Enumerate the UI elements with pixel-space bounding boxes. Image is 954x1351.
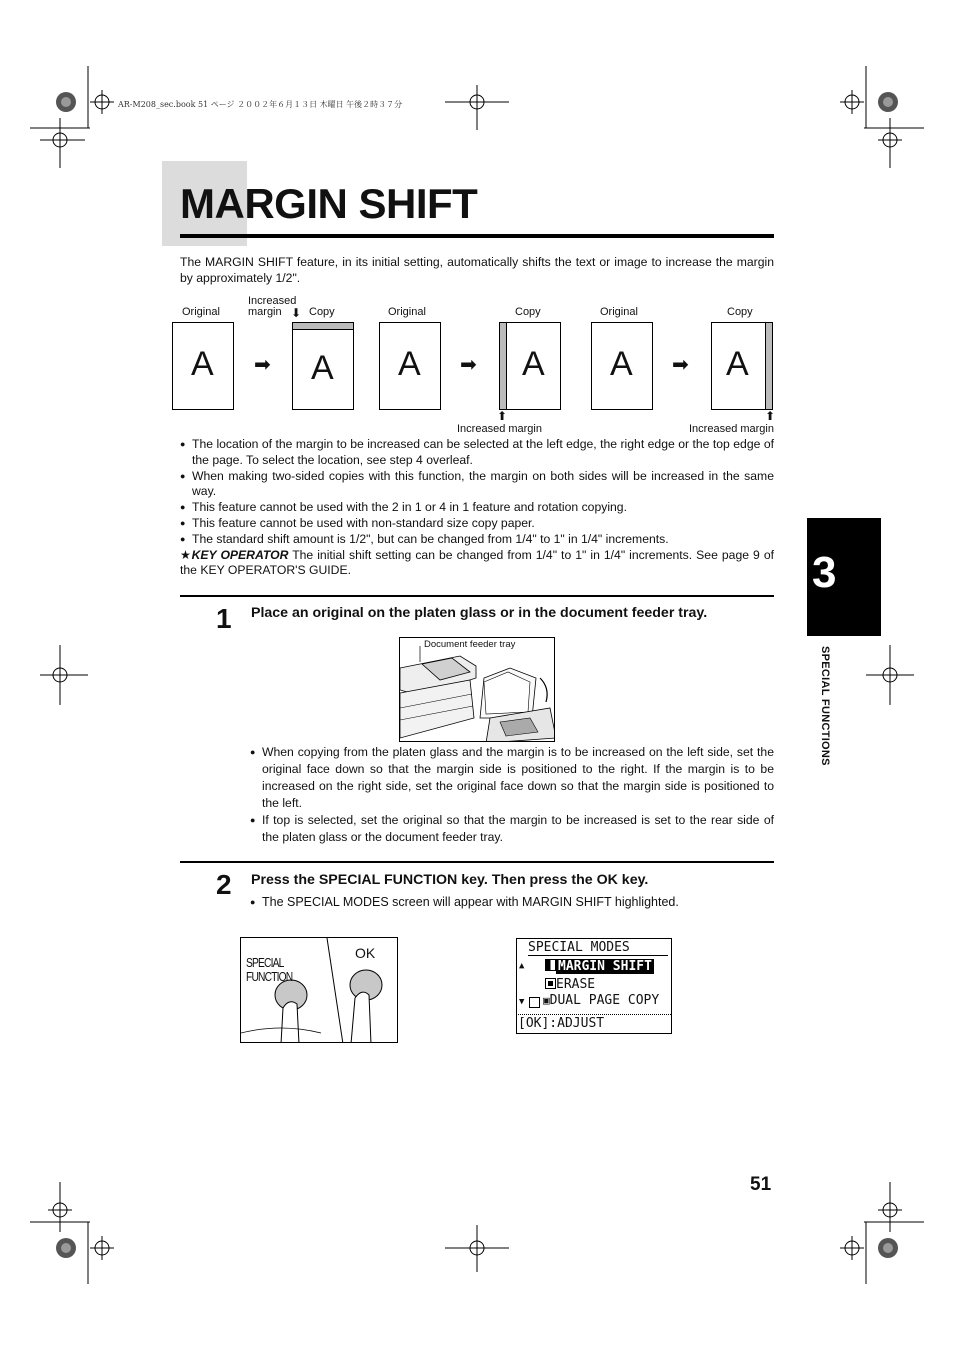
step1-text: Place an original on the platen glass or in the document feeder tray. xyxy=(251,605,708,621)
list-item: ● If top is selected, set the original so that the margin to be increased is set to the rear side of the platen glass or the document feeder tray. xyxy=(250,812,774,846)
label-original: Original xyxy=(388,306,426,318)
original-sheet: A xyxy=(379,322,441,410)
step2-notes xyxy=(250,894,774,911)
keys-illustration xyxy=(240,937,398,1043)
special-modes-lcd xyxy=(516,938,672,1034)
margin-shift-icon xyxy=(545,959,556,971)
chapter-title: SPECIAL FUNCTIONS xyxy=(819,646,831,766)
scroll-down-icon: ▼ xyxy=(519,997,525,1007)
label-original: Original xyxy=(600,306,638,318)
label-original: Original xyxy=(182,306,220,318)
lcd-title: SPECIAL MODES xyxy=(528,940,668,956)
copy-sheet-right-margin: A xyxy=(711,322,773,410)
erase-icon xyxy=(545,978,556,989)
copy-sheet-left-margin: A xyxy=(499,322,561,410)
page-number: 51 xyxy=(750,1174,772,1195)
label-copy: Copy xyxy=(309,306,335,318)
label-copy: Copy xyxy=(727,306,753,318)
page-title: MARGIN SHIFT xyxy=(180,180,478,227)
up-arrow-icon: ⬆ xyxy=(765,409,776,423)
copy-sheet-top-margin: A xyxy=(292,322,354,410)
step1-notes xyxy=(250,744,774,846)
lcd-item-margin-shift[interactable]: MARGIN SHIFT xyxy=(545,959,671,974)
chapter-number: 3 xyxy=(812,548,837,597)
title-rule xyxy=(180,234,774,238)
label-increased-margin: Increased margin xyxy=(689,423,774,435)
right-arrow-icon: ➡ xyxy=(460,354,477,376)
up-arrow-icon: ⬆ xyxy=(497,409,508,423)
special-function-key[interactable] xyxy=(243,938,333,1043)
special-function-key-label: SPECIAL FUNCTION xyxy=(246,956,293,984)
ok-key[interactable] xyxy=(346,938,396,1043)
label-increased-margin: Increased margin xyxy=(457,423,542,435)
list-item: ● This feature cannot be used with non-standard size copy paper. xyxy=(180,516,774,532)
document-feeder-tray-label: Document feeder tray xyxy=(424,639,516,650)
checkbox-icon xyxy=(529,997,540,1008)
list-item: ● The standard shift amount is 1/2", but can be changed from 1/4" to 1" in 1/4" increments. xyxy=(180,532,774,548)
label-copy: Copy xyxy=(515,306,541,318)
original-sheet: A xyxy=(591,322,653,410)
lcd-footer: [OK]:ADJUST xyxy=(518,1014,671,1031)
lcd-item-erase[interactable]: ERASE xyxy=(545,977,671,992)
list-item: ● When making two-sided copies with this function, the margin on both sides will be increased in the same way. xyxy=(180,469,774,501)
scroll-up-icon: ▲ xyxy=(519,961,525,971)
dual-page-copy-icon: ▣ xyxy=(543,994,550,1007)
right-arrow-icon: ➡ xyxy=(672,354,689,376)
step2-number: 2 xyxy=(216,869,232,900)
list-item: ● The SPECIAL MODES screen will appear with MARGIN SHIFT highlighted. xyxy=(250,894,774,911)
margin-shift-diagram xyxy=(172,295,782,440)
label-increased-margin-top: Increased margin xyxy=(248,295,297,318)
list-item: ● When copying from the platen glass and the margin is to be increased on the left side, set the original face down so that the margin side is positioned to the right. If the margin is to be increased on the right side, set the original face down so that the margin side is positioned to the left. xyxy=(250,744,774,812)
key-operator-text: The initial shift setting can be changed from 1/4" to 1" in 1/4" increments. See page 9 of the KEY OPERATOR'S GUIDE. xyxy=(180,547,774,578)
step1-number: 1 xyxy=(216,603,232,634)
down-arrow-icon: ⬇ xyxy=(291,306,302,320)
step2-text: Press the SPECIAL FUNCTION key. Then press the OK key. xyxy=(251,872,649,888)
lcd-item-dual-page-copy[interactable]: ▣DUAL PAGE COPY xyxy=(543,993,660,1008)
list-item: ● The location of the margin to be increased can be selected at the left edge, the right edge or the top edge of the page. To select the location, see step 4 overleaf. xyxy=(180,437,774,469)
notes-list xyxy=(180,437,774,579)
original-sheet: A xyxy=(172,322,234,410)
key-operator-note xyxy=(180,548,774,580)
right-arrow-icon: ➡ xyxy=(254,354,271,376)
step2-rule xyxy=(180,861,774,863)
star-icon: ★ xyxy=(180,547,192,562)
copier-illustration xyxy=(399,637,555,742)
ok-key-label: OK xyxy=(355,945,376,961)
list-item: ● This feature cannot be used with the 2 in 1 or 4 in 1 feature and rotation copying. xyxy=(180,500,774,516)
book-header-line: AR-M208_sec.book 51 ページ ２００２年６月１３日 木曜日 午後２時３７分 xyxy=(118,100,403,109)
intro-paragraph: The MARGIN SHIFT feature, in its initial setting, automatically shifts the text or image to increase the margin by approximately 1/2". xyxy=(180,255,774,285)
step1-rule xyxy=(180,595,774,597)
key-operator-label: KEY OPERATOR xyxy=(191,547,289,562)
